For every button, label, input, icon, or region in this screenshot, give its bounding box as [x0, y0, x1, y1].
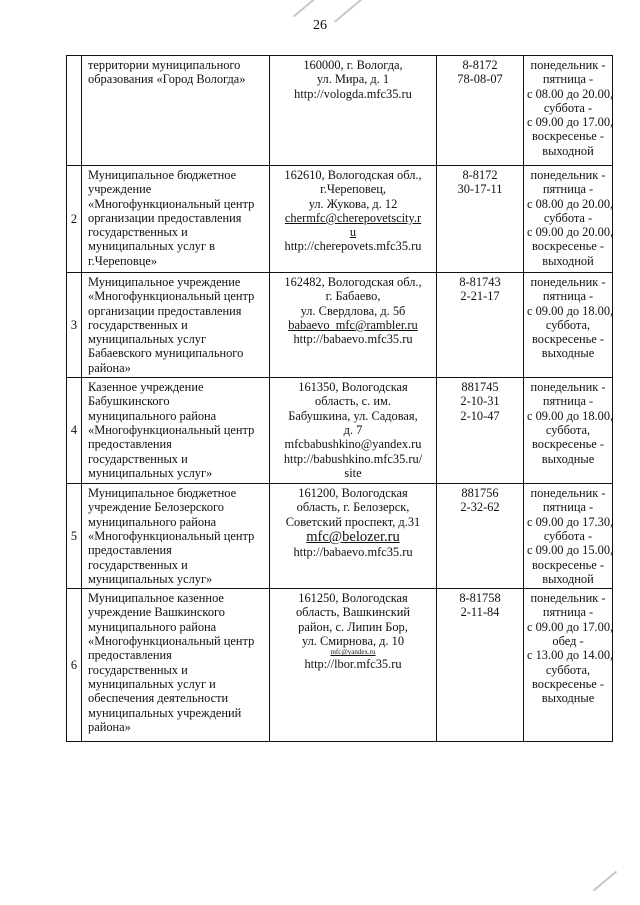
phone-cell	[437, 56, 524, 166]
scan-artifact	[293, 0, 317, 17]
table-row	[67, 589, 613, 742]
address-cell	[270, 484, 437, 589]
hours-line: воскресенье -	[532, 239, 604, 254]
scan-artifact	[593, 871, 617, 892]
hours-line: пятница -	[542, 289, 594, 304]
phone-number: 881745	[461, 380, 499, 395]
address-line: ул. Жукова, д. 12	[308, 196, 398, 211]
institution-name-line: организации предоставления	[88, 303, 242, 318]
address-line: http://vologda.mfc35.ru	[294, 86, 412, 101]
phone-number: 2-32-62	[460, 500, 500, 515]
address-cell	[270, 56, 437, 166]
page-number: 26	[313, 18, 327, 33]
hours-line: воскресенье -	[532, 437, 604, 452]
hours-line: суббота,	[545, 317, 591, 332]
address-cell	[270, 273, 437, 378]
hours-line: понедельник -	[530, 58, 606, 72]
table-row	[67, 166, 613, 273]
hours-line: воскресенье -	[532, 129, 604, 144]
address-line: http://cherepovets.mfc35.ru	[284, 239, 422, 254]
hours-cell	[524, 166, 613, 273]
phone-cell	[437, 589, 524, 742]
institution-name-line: государственных и	[88, 451, 188, 466]
hours-line: с 09.00 до 17.30,	[527, 514, 614, 529]
address-line: д. 7	[343, 422, 363, 437]
hours-line: обед -	[552, 634, 584, 649]
table-row	[67, 378, 613, 484]
hours-line: воскресенье -	[532, 676, 604, 691]
table-row	[67, 273, 613, 378]
phone-number: 8-81743	[459, 275, 501, 289]
institution-name-line: района»	[88, 719, 131, 734]
hours-line: суббота,	[545, 422, 591, 437]
institution-name-cell	[82, 589, 270, 742]
hours-line: с 08.00 до 20.00,	[527, 196, 614, 211]
hours-line: воскресенье -	[532, 557, 604, 572]
hours-line: выходной	[542, 253, 594, 268]
address-cell	[270, 589, 437, 742]
address-line: mfc@yandex.ru	[330, 648, 376, 657]
phone-number: 8-8172	[462, 58, 498, 72]
hours-line: с 09.00 до 18.00,	[527, 408, 614, 423]
institution-name-line: «Многофункциональный центр	[88, 196, 255, 211]
institution-name-line: муниципальных услуг и	[88, 676, 216, 691]
hours-line: выходные	[541, 691, 595, 706]
institution-name-line: муниципальных учреждений	[88, 705, 242, 720]
institution-name-line: муниципальных услуг в	[88, 239, 215, 254]
institution-name-line: Казенное учреждение	[88, 380, 204, 395]
address-line: http://babaevo.mfc35.ru	[293, 544, 413, 559]
address-line: 162482, Вологодская обл.,	[284, 275, 422, 289]
institution-name-line: Бабаевского муниципального	[88, 346, 244, 361]
address-line: babaevo_mfc@rambler.ru	[288, 317, 418, 332]
institution-name-line: «Многофункциональный центр	[88, 634, 255, 649]
institution-name-line: Муниципальное бюджетное	[88, 486, 237, 501]
phone-cell	[437, 484, 524, 589]
institution-name-line: муниципальных услуг»	[88, 465, 213, 480]
address-line: 161200, Вологодская	[298, 486, 408, 501]
institution-name-line: государственных и	[88, 317, 188, 332]
institution-name-line: «Многофункциональный центр	[88, 422, 255, 437]
address-line: область, с. им.	[315, 394, 391, 409]
phone-cell	[437, 273, 524, 378]
institution-name-cell	[82, 273, 270, 378]
phone-number: 8-8172	[462, 168, 498, 182]
institution-name-line: Муниципальное учреждение	[88, 275, 241, 289]
address-line: Бабушкина, ул. Садовая,	[288, 408, 418, 423]
address-line: 161250, Вологодская	[298, 591, 408, 606]
address-line: Советский проспект, д.31	[285, 514, 421, 529]
hours-line: выходные	[541, 346, 595, 361]
hours-line: выходные	[541, 451, 595, 466]
mfc-table-body	[67, 56, 613, 742]
hours-line: понедельник -	[530, 380, 606, 395]
row-number: 5	[67, 484, 82, 589]
address-line: u	[349, 225, 357, 240]
hours-line: с 09.00 до 18.00,	[527, 303, 614, 318]
address-line: ул. Мира, д. 1	[316, 72, 390, 87]
row-number: 3	[67, 273, 82, 378]
institution-name-line: района»	[88, 360, 131, 375]
institution-name-line: муниципального района	[88, 408, 217, 423]
phone-number: 2-11-84	[460, 605, 500, 620]
hours-line: с 09.00 до 15.00,	[527, 543, 614, 558]
institution-name-line: муниципального района	[88, 514, 217, 529]
phone-number: 8-81758	[459, 591, 501, 606]
institution-name-line: Муниципальное казенное	[88, 591, 224, 606]
address-line: http://babushkino.mfc35.ru/	[283, 451, 423, 466]
address-line: область, Вашкинский	[295, 605, 410, 620]
table-row	[67, 484, 613, 589]
institution-name-line: организации предоставления	[88, 210, 242, 225]
phone-number: 881756	[461, 486, 499, 501]
hours-line: выходной	[542, 571, 594, 586]
address-line: ул. Свердлова, д. 5б	[300, 303, 406, 318]
institution-name-line: государственных и	[88, 662, 188, 677]
address-line: mfcbabushkino@yandex.ru	[284, 437, 422, 452]
hours-line: суббота -	[543, 528, 593, 543]
institution-name-line: предоставления	[88, 648, 172, 663]
institution-name-line: муниципального района	[88, 619, 217, 634]
address-line: chermfc@cherepovetscity.r	[284, 210, 422, 225]
institution-name-line: «Многофункциональный центр	[88, 528, 255, 543]
phone-cell	[437, 166, 524, 273]
hours-line: пятница -	[542, 605, 594, 620]
address-line: 162610, Вологодская обл.,	[284, 168, 422, 182]
institution-name-cell	[82, 378, 270, 484]
hours-cell	[524, 378, 613, 484]
hours-line: с 09.00 до 17.00,	[527, 619, 614, 634]
hours-line: понедельник -	[530, 275, 606, 289]
institution-name-line: обеспечения деятельности	[88, 691, 229, 706]
hours-line: с 09.00 до 17.00,	[527, 115, 614, 130]
hours-line: пятница -	[542, 72, 594, 87]
mfc-table	[66, 55, 613, 742]
hours-line: выходной	[542, 143, 594, 158]
institution-name-line: государственных и	[88, 557, 188, 572]
hours-line: понедельник -	[530, 168, 606, 182]
address-line: ул. Смирнова, д. 10	[301, 634, 405, 649]
row-number: 6	[67, 589, 82, 742]
hours-line: пятница -	[542, 182, 594, 197]
hours-cell	[524, 273, 613, 378]
institution-name-cell	[82, 484, 270, 589]
table-row	[67, 56, 613, 166]
hours-line: понедельник -	[530, 591, 606, 606]
address-line: http://lbor.mfc35.ru	[304, 657, 402, 672]
address-line: г. Бабаево,	[325, 289, 381, 304]
row-number	[67, 56, 82, 166]
institution-name-line: образования «Город Вологда»	[88, 72, 246, 87]
hours-cell	[524, 589, 613, 742]
address-line: 160000, г. Вологда,	[303, 58, 403, 72]
hours-line: воскресенье -	[532, 332, 604, 347]
phone-number: 2-10-47	[460, 408, 500, 423]
address-line: http://babaevo.mfc35.ru	[293, 332, 413, 347]
hours-line: пятница -	[542, 394, 594, 409]
row-number: 4	[67, 378, 82, 484]
address-line: site	[344, 465, 362, 480]
phone-cell	[437, 378, 524, 484]
hours-line: с 13.00 до 14.00,	[527, 648, 614, 663]
hours-line: понедельник -	[530, 486, 606, 501]
row-number: 2	[67, 166, 82, 273]
institution-name-cell	[82, 56, 270, 166]
address-line: г.Череповец,	[320, 182, 386, 197]
hours-cell	[524, 56, 613, 166]
institution-name-line: предоставления	[88, 437, 172, 452]
phone-number: 30-17-11	[457, 182, 503, 197]
institution-name-line: государственных и	[88, 225, 188, 240]
institution-name-cell	[82, 166, 270, 273]
institution-name-line: территории муниципального	[88, 58, 241, 72]
address-line: mfc@belozer.ru	[306, 528, 400, 545]
hours-cell	[524, 484, 613, 589]
institution-name-line: учреждение Вашкинского	[88, 605, 225, 620]
hours-line: суббота -	[543, 100, 593, 115]
institution-name-line: «Многофункциональный центр	[88, 289, 255, 304]
address-line: область, г. Белозерск,	[296, 500, 410, 515]
phone-number: 2-21-17	[460, 289, 500, 304]
institution-name-line: муниципальных услуг	[88, 332, 207, 347]
institution-name-line: учреждение Белозерского	[88, 500, 224, 515]
address-line: 161350, Вологодская	[298, 380, 408, 395]
address-cell	[270, 378, 437, 484]
phone-number: 2-10-31	[460, 394, 500, 409]
institution-name-line: Бабушкинского	[88, 394, 170, 409]
institution-name-line: предоставления	[88, 543, 172, 558]
address-cell	[270, 166, 437, 273]
institution-name-line: муниципальных услуг»	[88, 571, 213, 586]
institution-name-line: учреждение	[88, 182, 152, 197]
hours-line: суббота,	[545, 662, 591, 677]
institution-name-line: г.Череповце»	[88, 253, 158, 268]
phone-number: 78-08-07	[457, 72, 503, 87]
address-line: район, с. Липин Бор,	[298, 619, 408, 634]
institution-name-line: Муниципальное бюджетное	[88, 168, 237, 182]
hours-line: с 08.00 до 20.00,	[527, 86, 614, 101]
hours-line: с 09.00 до 20.00,	[527, 225, 614, 240]
hours-line: суббота -	[543, 210, 593, 225]
hours-line: пятница -	[542, 500, 594, 515]
